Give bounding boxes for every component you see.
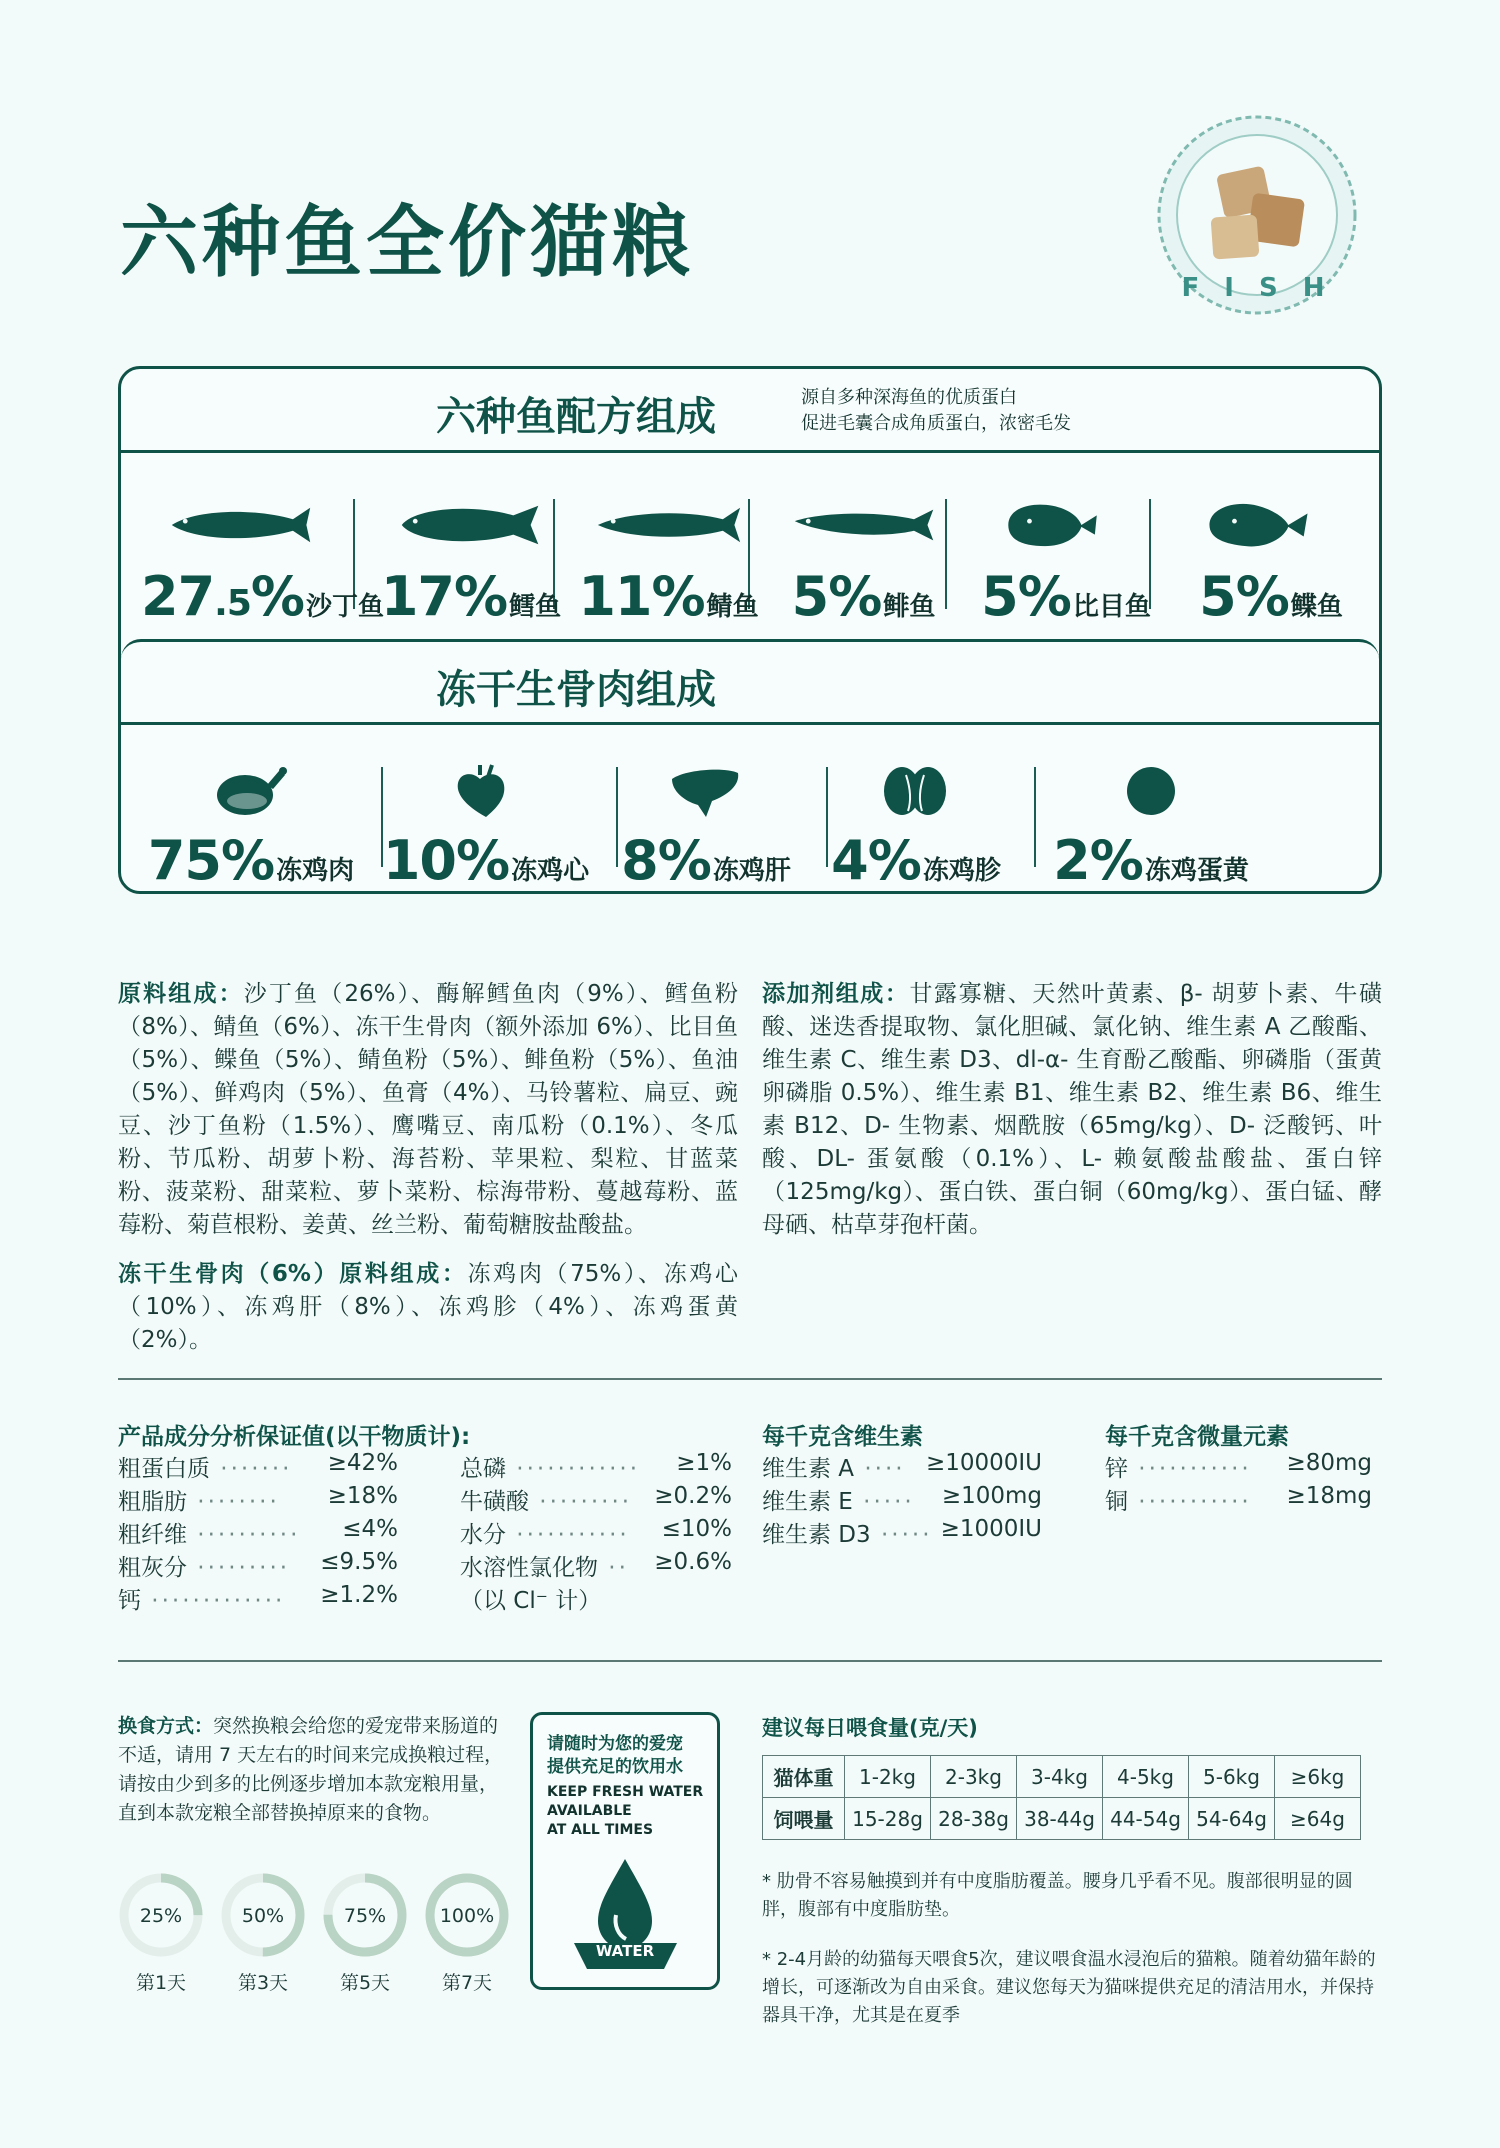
meat-item xyxy=(811,761,1021,892)
meat-percentage: 8% xyxy=(621,829,711,892)
weight-cell: 1-2kg xyxy=(845,1756,931,1798)
fish-percentage: 17% xyxy=(380,565,508,628)
mineral-row-name: 锌 xyxy=(1105,1456,1128,1482)
fish-section-title: 六种鱼配方组成 xyxy=(436,394,716,440)
meat-item xyxy=(1021,761,1281,892)
analysis-row xyxy=(118,1483,280,1516)
analysis-row-leader: ············· xyxy=(141,1588,286,1614)
meat-percentage: 4% xyxy=(831,829,921,892)
transition-day-label: 第3天 xyxy=(237,1972,289,1994)
meat-percentage: 2% xyxy=(1053,829,1143,892)
meat-percentage: 75% xyxy=(147,829,275,892)
vitamin-row-leader: ····· xyxy=(870,1522,933,1548)
freeze-ingredients-text: 冻鸡肉（75%）、冻鸡心（10%）、冻鸡肝（8%）、冻鸡胗（4%）、冻鸡蛋黄（2%）。 xyxy=(118,1261,738,1353)
fish-item xyxy=(771,497,956,628)
fish-name: 沙丁鱼 xyxy=(306,592,385,622)
analysis-title: 产品成分分析保证值(以干物质计): xyxy=(118,1424,471,1450)
analysis-note: （以 Cl⁻ 计） xyxy=(460,1588,602,1614)
ingredients-block xyxy=(118,978,738,1242)
analysis-row-leader: ············ xyxy=(506,1456,641,1482)
minerals-title: 每千克含微量元素 xyxy=(1105,1424,1289,1450)
analysis-row-leader: ········ xyxy=(187,1489,280,1515)
meat-name: 冻鸡蛋黄 xyxy=(1144,856,1249,886)
transition-progress-ring xyxy=(424,1872,510,1958)
mineral-row-leader: ··········· xyxy=(1128,1456,1252,1482)
amount-row-label: 饲喂量 xyxy=(763,1798,845,1840)
fish-name: 比目鱼 xyxy=(1072,592,1151,622)
weight-cell: 4-5kg xyxy=(1103,1756,1189,1798)
meat-name: 冻鸡心 xyxy=(511,856,590,886)
transition-percentage: 50% xyxy=(241,1905,285,1927)
vitamin-row-value: ≥100mg xyxy=(941,1483,1042,1509)
flounder-icon xyxy=(991,497,1141,553)
meat-section-header xyxy=(121,639,1379,725)
water-en-line-1: KEEP FRESH WATER xyxy=(547,1784,704,1800)
analysis-row-name: 粗灰分 xyxy=(118,1555,187,1581)
analysis-row-name: 水溶性氯化物 xyxy=(460,1555,598,1581)
vitamin-row-name: 维生素 D3 xyxy=(762,1522,871,1548)
analysis-row-value: ≤10% xyxy=(661,1516,732,1542)
water-en-line-2: AVAILABLE xyxy=(547,1803,632,1819)
vitamins-title: 每千克含维生素 xyxy=(762,1424,923,1450)
analysis-row-value: ≥42% xyxy=(327,1450,398,1476)
mineral-row xyxy=(1105,1450,1252,1483)
analysis-row-value: ≥0.2% xyxy=(654,1483,732,1509)
transition-day-label: 第7天 xyxy=(441,1972,493,1994)
divider-2 xyxy=(118,1660,1382,1662)
analysis-row-leader: ········· xyxy=(529,1489,633,1515)
transition-day-label: 第1天 xyxy=(135,1972,187,1994)
water-cn-line-2: 提供充足的饮用水 xyxy=(547,1757,683,1777)
fish-section-header xyxy=(121,369,1379,453)
freeze-ingredients-label: 冻干生骨肉（6%）原料组成： xyxy=(118,1261,468,1287)
meat-item xyxy=(601,761,811,892)
analysis-row-leader: ··········· xyxy=(506,1522,630,1548)
ingredients-label: 原料组成： xyxy=(118,981,244,1007)
feeding-weight-row xyxy=(763,1756,1361,1798)
analysis-row-value: ≤9.5% xyxy=(320,1549,398,1575)
fish-section-note-1: 源自多种深海鱼的优质蛋白 xyxy=(801,387,1017,408)
transition-text: 突然换粮会给您的爱宠带来肠道的不适，请用 7 天左右的时间来完成换粮过程，请按由少到多的比例逐步增加本款宠粮用量，直到本款宠粮全部替换掉原来的食物。 xyxy=(118,1715,504,1824)
meat-section-title: 冻干生骨肉组成 xyxy=(436,667,716,713)
amount-cell: 54-64g xyxy=(1189,1798,1275,1840)
vitamin-row xyxy=(762,1450,906,1483)
meat-item xyxy=(376,761,596,892)
vitamin-row-leader: ····· xyxy=(852,1489,915,1515)
meat-name: 冻鸡肉 xyxy=(276,856,355,886)
transition-progress-ring xyxy=(322,1872,408,1958)
feeding-note-1: * 肋骨不容易触摸到并有中度脂肪覆盖。腰身几乎看不见。腹部很明显的圆胖，腹部有中度脂肪垫。 xyxy=(762,1871,1353,1920)
feeding-note-2: * 2-4月龄的幼猫每天喂食5次，建议喂食温水浸泡后的猫粮。随着幼猫年龄的增长，可逐渐改为自由采食。建议您每天为猫咪提供充足的清洁用水，并保持器具干净，尤其是在夏季 xyxy=(762,1949,1376,2026)
meat-item xyxy=(141,761,361,892)
sardine-icon xyxy=(166,497,316,553)
composition-card xyxy=(118,366,1382,894)
mackerel-icon xyxy=(594,497,744,553)
transition-percentage: 100% xyxy=(439,1905,495,1927)
mineral-row-value: ≥80mg xyxy=(1286,1450,1372,1476)
weight-cell: ≥6kg xyxy=(1275,1756,1361,1798)
fish-percentage: 27.5% xyxy=(141,565,304,628)
yolk-icon xyxy=(1111,761,1191,821)
water-en-line-3: AT ALL TIMES xyxy=(547,1822,654,1838)
vitamin-row-value: ≥10000IU xyxy=(925,1450,1042,1476)
meat-percentage: 10% xyxy=(382,829,510,892)
vitamin-row-name: 维生素 E xyxy=(762,1489,853,1515)
analysis-row-leader: ········· xyxy=(187,1555,291,1581)
water-reminder-box xyxy=(530,1712,720,1990)
freeze-ingredients-block xyxy=(118,1258,738,1357)
page-title: 六种鱼全价猫粮 xyxy=(120,198,695,288)
transition-label: 换食方式： xyxy=(118,1715,214,1737)
mineral-row-leader: ··········· xyxy=(1128,1489,1252,1515)
fish-section-note-2: 促进毛囊合成角质蛋白，浓密毛发 xyxy=(801,413,1071,434)
amount-cell: 44-54g xyxy=(1103,1798,1189,1840)
fish-name: 鲱鱼 xyxy=(883,592,936,622)
fish-item xyxy=(576,497,761,628)
amount-cell: ≥64g xyxy=(1275,1798,1361,1840)
cod-icon xyxy=(396,497,546,553)
analysis-row-value: ≥18% xyxy=(327,1483,398,1509)
weight-cell: 2-3kg xyxy=(931,1756,1017,1798)
fish-badge-logo xyxy=(1150,108,1365,323)
analysis-row-name: 粗脂肪 xyxy=(118,1489,187,1515)
fish-name: 鲭鱼 xyxy=(706,592,759,622)
chicken-icon xyxy=(211,761,291,821)
additives-label: 添加剂组成： xyxy=(762,981,910,1007)
water-cn-line-1: 请随时为您的爱宠 xyxy=(547,1734,683,1754)
meat-name: 冻鸡胗 xyxy=(922,856,1001,886)
fish-item xyxy=(966,497,1166,628)
analysis-row-name: 钙 xyxy=(118,1588,141,1614)
fish-percentage: 5% xyxy=(981,565,1071,628)
weight-cell: 3-4kg xyxy=(1017,1756,1103,1798)
mineral-row-name: 铜 xyxy=(1105,1489,1128,1515)
amount-cell: 28-38g xyxy=(931,1798,1017,1840)
analysis-row-name: 水分 xyxy=(460,1522,506,1548)
analysis-row-name: 总磷 xyxy=(460,1456,506,1482)
analysis-row-value: ≤4% xyxy=(342,1516,398,1542)
feeding-amount-row xyxy=(763,1798,1361,1840)
fish-name: 鲽鱼 xyxy=(1290,592,1343,622)
fish-item xyxy=(141,497,385,628)
transition-progress-ring xyxy=(220,1872,306,1958)
vitamin-row xyxy=(762,1516,933,1549)
transition-block xyxy=(118,1712,513,1828)
additives-text: 甘露寡糖、天然叶黄素、β- 胡萝卜素、牛磺酸、迷迭香提取物、氯化胆碱、氯化钠、维生素 A 乙酸酯、维生素 C、维生素 D3、dl-α- 生育酚乙酸酯、卵磷脂（蛋黄卵磷脂 0.5%）、维生素 B1、维生素 B2、维生素 B6、维生素 B12、D- 生物素、烟酰胺（65mg/kg）、D- 泛酸钙、叶酸、DL- 蛋氨酸（0.1%）、L- 赖氨酸盐酸盐、蛋白锌（125mg/kg）、蛋白铁、蛋白铜（60mg/kg）、蛋白锰、酵母硒、枯草芽孢杆菌。 xyxy=(762,981,1383,1238)
meat-name: 冻鸡肝 xyxy=(712,856,791,886)
amount-cell: 15-28g xyxy=(845,1798,931,1840)
analysis-row-name: 牛磺酸 xyxy=(460,1489,529,1515)
heart-icon xyxy=(446,761,526,821)
analysis-row-value: ≥1% xyxy=(676,1450,732,1476)
plaice-icon xyxy=(1196,497,1346,553)
analysis-row xyxy=(118,1549,290,1582)
vitamin-row-value: ≥1000IU xyxy=(940,1516,1042,1542)
additives-block xyxy=(762,978,1382,1242)
divider-1 xyxy=(118,1378,1382,1380)
vitamin-row-name: 维生素 A xyxy=(762,1456,855,1482)
transition-progress-ring xyxy=(118,1872,204,1958)
analysis-row-name: 粗纤维 xyxy=(118,1522,187,1548)
analysis-row xyxy=(118,1582,285,1615)
analysis-row xyxy=(118,1450,293,1483)
mineral-row-value: ≥18mg xyxy=(1286,1483,1372,1509)
analysis-row-name: 粗蛋白质 xyxy=(118,1456,210,1482)
fish-percentage: 5% xyxy=(791,565,882,628)
analysis-row-leader: ······· xyxy=(210,1456,293,1482)
herring-icon xyxy=(789,497,939,553)
mineral-row xyxy=(1105,1483,1252,1516)
feeding-table xyxy=(762,1755,1361,1840)
ingredients-text: 沙丁鱼（26%）、酶解鳕鱼肉（9%）、鳕鱼粉（8%）、鲭鱼（6%）、冻干生骨肉（额外添加 6%）、比目鱼（5%）、鲽鱼（5%）、鲭鱼粉（5%）、鲱鱼粉（5%）、鱼油（5%）、鲜鸡肉（5%）、鱼膏（4%）、马铃薯粒、扁豆、豌豆、沙丁鱼粉（1.5%）、鹰嘴豆、南瓜粉（0.1%）、冬瓜粉、节瓜粉、胡萝卜粉、海苔粉、苹果粒、梨粒、甘蓝菜粉、菠菜粉、甜菜粒、萝卜菜粉、棕海带粉、蔓越莓粉、蓝莓粉、菊苣根粉、姜黄、丝兰粉、葡萄糖胺盐酸盐。 xyxy=(118,981,739,1238)
analysis-row-leader: ·········· xyxy=(187,1522,301,1548)
fish-name: 鳕鱼 xyxy=(509,592,562,622)
liver-icon xyxy=(666,761,746,821)
weight-cell: 5-6kg xyxy=(1189,1756,1275,1798)
transition-percentage: 25% xyxy=(139,1905,183,1927)
fish-percentage: 5% xyxy=(1199,565,1289,628)
svg-text:F I S H: F I S H xyxy=(1181,273,1333,303)
fish-item xyxy=(1176,497,1366,628)
analysis-row-value: ≥1.2% xyxy=(320,1582,398,1608)
weight-row-label: 猫体重 xyxy=(763,1756,845,1798)
transition-percentage: 75% xyxy=(343,1905,387,1927)
fish-item xyxy=(376,497,566,628)
vitamin-row xyxy=(762,1483,915,1516)
vitamin-row-leader: ···· xyxy=(854,1456,906,1482)
analysis-row-leader: ·· xyxy=(598,1555,629,1581)
water-bowl-label: WATER xyxy=(595,1942,655,1960)
fish-percentage: 11% xyxy=(578,565,705,628)
analysis-row-value: ≥0.6% xyxy=(654,1549,732,1575)
feeding-title: 建议每日喂食量(克/天) xyxy=(762,1716,978,1740)
gizzard-icon xyxy=(876,761,956,821)
transition-day-label: 第5天 xyxy=(339,1972,391,1994)
amount-cell: 38-44g xyxy=(1017,1798,1103,1840)
